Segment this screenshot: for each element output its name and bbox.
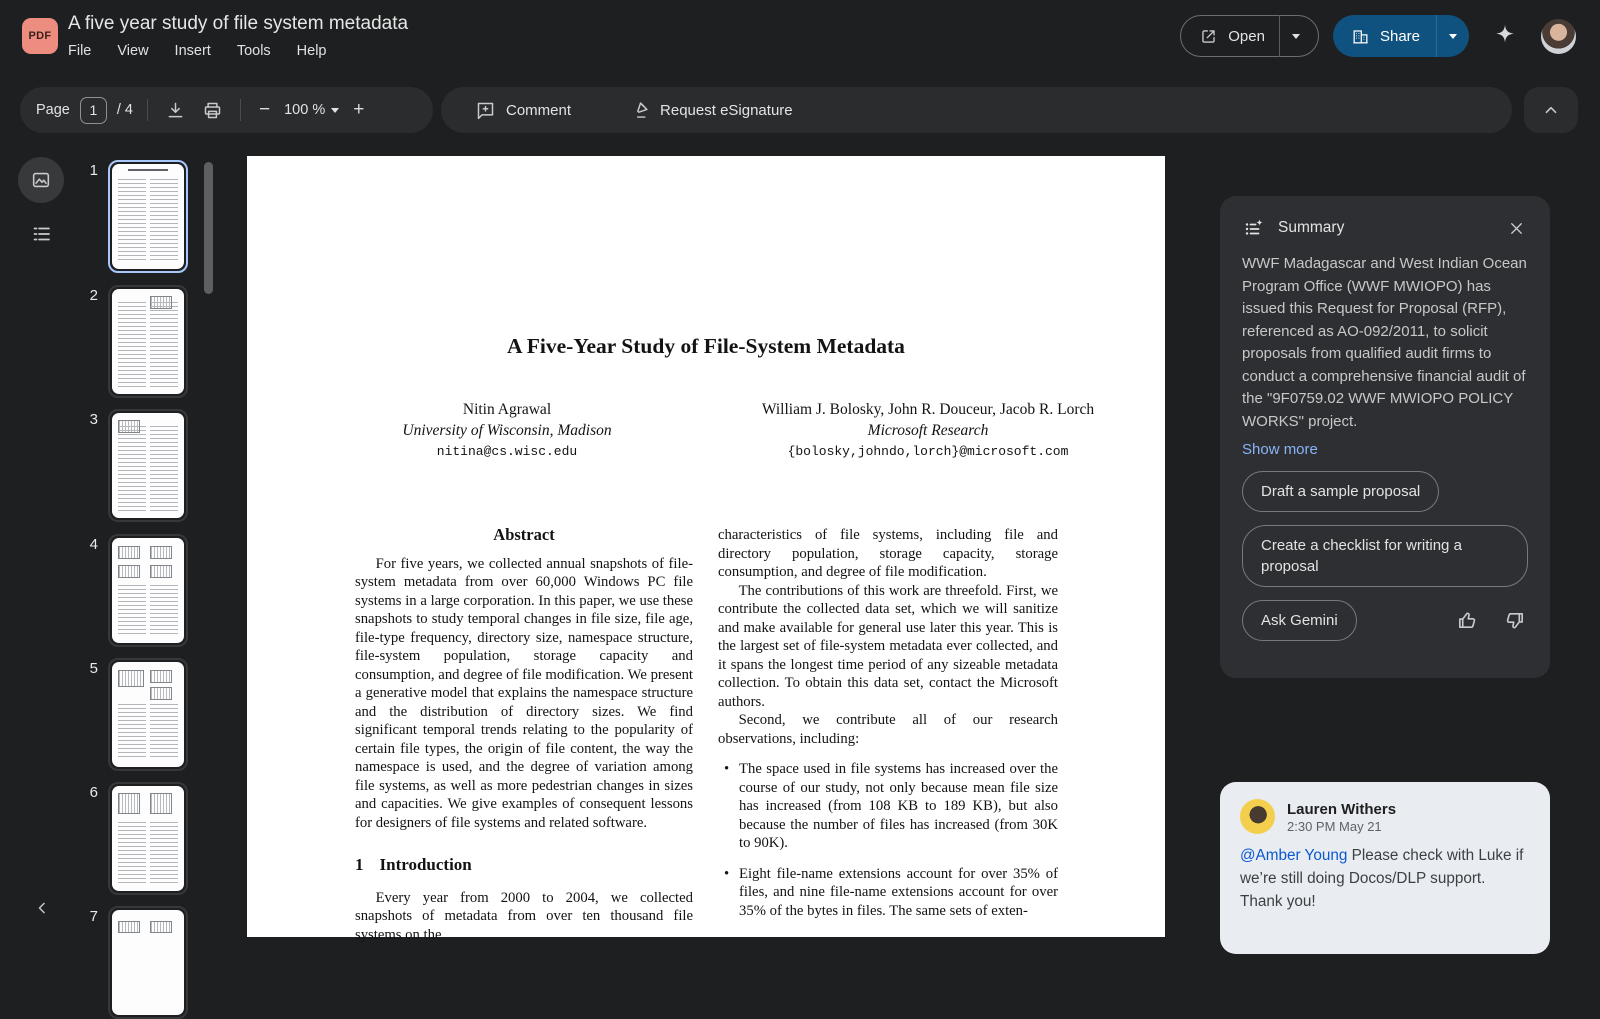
thumbnail-page-4[interactable]: [108, 534, 188, 647]
thumbnail-page-3[interactable]: [108, 409, 188, 522]
author-name: Nitin Agrawal: [462, 401, 552, 418]
author-name: William J. Bolosky, John R. Douceur, Jacob R. Lorch: [761, 401, 1095, 418]
collapse-rail-button[interactable]: [32, 898, 52, 918]
zoom-level-value: 100 %: [284, 102, 326, 118]
thumbs-down-icon: [1503, 609, 1526, 632]
thumbnail-page-7[interactable]: [108, 906, 188, 1019]
thumbnail-number: 5: [89, 660, 98, 677]
topbar-actions: [1180, 15, 1600, 57]
download-button[interactable]: [162, 97, 189, 124]
page-number-input[interactable]: 1: [80, 97, 107, 124]
thumbnail-page-1[interactable]: [108, 160, 188, 273]
zoom-out-button[interactable]: −: [255, 99, 274, 121]
comment-timestamp: 2:30 PM May 21: [1287, 818, 1382, 834]
thumbnail-page-6[interactable]: [108, 782, 188, 895]
comment-label: Comment: [506, 101, 572, 119]
commenter-avatar: [1240, 799, 1275, 834]
add-comment-icon: [475, 100, 496, 121]
paper-title: A Five-Year Study of File-System Metadata: [507, 334, 905, 358]
author-email: {bolosky,johndo,lorch}@microsoft.com: [787, 444, 1069, 459]
abstract-heading: Abstract: [493, 525, 555, 544]
thumbnail-number: 1: [89, 162, 98, 179]
share-label: Share: [1379, 27, 1420, 45]
chevron-left-icon: [32, 898, 52, 918]
comment-message: Please check with Luke if we’re still doing Docos/DLP support. Thank you!: [1240, 847, 1524, 910]
thumbnail-row-4: [72, 534, 202, 647]
thumbnail-number: 3: [89, 411, 98, 428]
menu-insert[interactable]: Insert: [174, 43, 211, 59]
print-icon: [202, 100, 223, 121]
mention-link[interactable]: @Amber Young: [1240, 847, 1348, 864]
page-label: Page: [36, 102, 70, 118]
open-in-new-icon: [1199, 27, 1218, 46]
print-button[interactable]: [199, 97, 226, 124]
comment-text: [1240, 844, 1530, 913]
gemini-summary-panel: [1220, 196, 1550, 678]
menu-help[interactable]: Help: [296, 43, 327, 59]
request-esignature-button[interactable]: [617, 100, 805, 121]
zoom-caret-icon: [331, 108, 339, 113]
pdf-page-canvas[interactable]: [247, 156, 1165, 943]
image-icon: [30, 169, 52, 191]
zoom-level-dropdown[interactable]: [284, 102, 339, 118]
body-paragraph: characteristics of file systems, including file and directory population, storage capacity, storage consumption, and degree of file modification.: [718, 527, 1058, 580]
organization-share-icon: [1351, 27, 1370, 46]
account-avatar[interactable]: [1541, 19, 1576, 54]
open-label: Open: [1228, 27, 1265, 45]
collapse-toolbar-button[interactable]: [1524, 87, 1578, 133]
esignature-label: Request eSignature: [660, 101, 793, 119]
abstract-text: For five years, we collected annual snapshots of file-system metadata from over 60,000 Windows PC file systems in a large corporation. In this paper, we use these snapshots to study temporal changes in file size, file age, file-type frequency, directory size, namespace structure, file-system population, storage capacity and consumption, and degree of file modification. We present a generative model that explains the namespace structure and the distribution of directory sizes. We find significant temporal trends relating to the popularity of certain file types, the origin of file content, the way the namespace is used, and the degree of variation among file systems, as well as more pedestrian changes in sizes and capacities. We give examples of consequent lessons for designers of file systems and related software.: [355, 555, 693, 831]
section-title: Introduction: [379, 855, 472, 874]
summarize-icon: [1242, 216, 1266, 240]
share-button[interactable]: [1333, 15, 1469, 57]
open-dropdown-button[interactable]: [1280, 16, 1312, 56]
thumbnail-row-7: [72, 906, 202, 1019]
chevron-up-icon: [1540, 99, 1562, 121]
body-paragraph: Second, we contribute all of our research observations, including:: [718, 712, 1058, 747]
download-icon: [165, 100, 186, 121]
suggestion-chip-draft-proposal[interactable]: Draft a sample proposal: [1242, 471, 1439, 512]
gemini-sparkle-icon[interactable]: [1491, 22, 1519, 50]
thumbnail-number: 2: [89, 287, 98, 304]
thumbs-up-button[interactable]: [1454, 607, 1481, 634]
menu-view[interactable]: View: [117, 43, 149, 59]
bullet-item: • The space used in file systems has increased over the course of our study, not only because mean file size has increased (from 108 KB to 189 KB), but also because the number of files has increased (from 30K to 90K).: [718, 760, 1058, 853]
paper-left-column: [355, 526, 693, 944]
suggestion-chip-create-checklist[interactable]: Create a checklist for writing a proposal: [1242, 525, 1528, 587]
file-title[interactable]: A five year study of file system metadata: [68, 13, 409, 34]
paper-authors: [247, 399, 1165, 462]
thumbnail-page-5[interactable]: [108, 658, 188, 771]
page-zoom-toolbar: [20, 87, 433, 133]
insert-image-button[interactable]: [18, 157, 64, 203]
toolbar-divider: [147, 99, 148, 121]
thumbnail-row-1: [72, 160, 202, 273]
comment-card[interactable]: [1220, 782, 1550, 954]
comment-button[interactable]: [463, 100, 583, 121]
summary-title: Summary: [1278, 219, 1345, 236]
share-dropdown-button[interactable]: [1437, 15, 1469, 57]
thumbnail-number: 7: [89, 908, 98, 925]
close-summary-button[interactable]: [1505, 217, 1528, 240]
open-button[interactable]: [1180, 15, 1319, 57]
menu-file[interactable]: File: [68, 43, 92, 59]
bullet-item: • Eight file-name extensions account for over 35% of files, and nine file-name extensions account for over 35% of the bytes in files. The same sets of exten-: [718, 865, 1058, 921]
zoom-in-button[interactable]: +: [349, 99, 368, 121]
outline-view-button[interactable]: [30, 222, 54, 246]
show-more-link[interactable]: Show more: [1242, 441, 1318, 458]
actions-toolbar: [441, 87, 1512, 133]
commenter-name: Lauren Withers: [1287, 800, 1397, 818]
thumbnail-row-3: [72, 409, 202, 522]
menu-bar: [68, 43, 327, 59]
section-heading: [355, 856, 693, 875]
esignature-pen-icon: [629, 100, 650, 121]
thumbs-up-icon: [1456, 609, 1479, 632]
author-email: nitina@cs.wisc.edu: [436, 444, 578, 459]
pdf-file-icon: PDF: [22, 18, 58, 54]
paper-right-column: [718, 526, 1058, 920]
list-icon: [30, 222, 54, 246]
ask-gemini-button[interactable]: Ask Gemini: [1242, 600, 1357, 641]
author-affiliation: University of Wisconsin, Madison: [402, 422, 612, 439]
page-count: / 4: [116, 102, 133, 118]
thumbnail-row-5: [72, 658, 202, 771]
author-affiliation: Microsoft Research: [867, 422, 989, 439]
close-icon: [1507, 219, 1526, 238]
thumbnail-scrollbar[interactable]: [204, 162, 213, 294]
thumbnail-row-2: [72, 285, 202, 398]
toolbar-divider: [240, 99, 241, 121]
body-paragraph: The contributions of this work are threefold. First, we contribute the collected data set, which we will sanitize and make available for general use later this year. This is the largest set of file-system metadata ever collected, and it spans the longest time period of any sizeable metadata collection. To obtain this data set, contact the Microsoft authors.: [718, 582, 1058, 710]
menu-tools[interactable]: Tools: [236, 43, 271, 59]
intro-paragraph: Every year from 2000 to 2004, we collected snapshots of metadata from over ten thousand file systems on the: [355, 889, 693, 943]
thumbs-down-button[interactable]: [1501, 607, 1528, 634]
summary-body-text: WWF Madagascar and West Indian Ocean Program Office (WWF MWIOPO) has issued this Request for Proposal (RFP), referenced as AO-092/2011, to solicit proposals from qualified audit firms to conduct a comprehensive financial audit of the "9F0759.02 WWF MWIOPO POLICY WORKS" project.: [1242, 255, 1527, 430]
top-bar: [0, 0, 1600, 78]
thumbnail-number: 6: [89, 784, 98, 801]
thumbnail-page-2[interactable]: [108, 285, 188, 398]
thumbnail-number: 4: [89, 536, 98, 553]
section-number: 1: [355, 855, 364, 874]
thumbnail-row-6: [72, 782, 202, 895]
